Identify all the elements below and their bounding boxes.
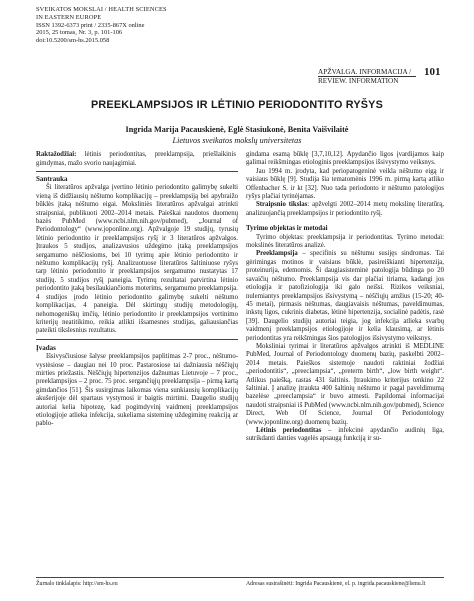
paragraph-aim [246,201,444,218]
preeclampsia-text: – specifinis su nėštumu susijęs sindromas. Tai gėrimingas motinos ir vaisiaus būklė, pasireiškianti hipertenzija, proteinurija, edemomis. Ši daugiasisteminė patologija būdinga po 20 savaičių nėštumo. Preeklampsija vis dar plačiai tiriama, kadangi jos etiologija ir patofiziologija iki galo neišsi. Rizikos veiksniai, nulemiantys preeklampsijos išsivystymą – nėščiųjų amžius (15-20; 40-45 metai), pirmasis nėštumas, daugiavaisis nėštumas, paveldimumas, inkstų ligos, cukrinis diabetas, lėtinė hipertenzija, socialinė padėtis, rasė [39]. Daugelio studijų autoriai teigia, jog infekcija atlieka svarbų vaidmenį preeklampsijos etiologijoje ir kelia klausimą, ar lėtinis periodontitas yra reikšmingas šios patologijos išsivystymo veiksnys. [246,250,444,342]
doi: doi:10.5200/sm-hs.2015.058 [36,37,110,45]
abstract-box [36,171,238,340]
preeclampsia-label: Preeklampsija [256,250,298,258]
journal-name-line1: SVEIKATOS MOKSLAI / HEALTH SCIENCES [36,6,167,13]
paragraph-periodontitis [246,427,444,444]
header-rule [318,76,416,77]
abstract-heading: Santrauka [36,175,68,183]
article-authors: Ingrida Marija Pacauskienė, Eglė Stasiukonė, Benita Vaišvilaitė [125,125,349,134]
page-number: 101 [424,66,441,78]
paragraph-continuation: gindama esamą būklę [3,7,10,12]. Apydančio ligos įvardijamos kaip galimai reikšmingas etiologinis preeklampsijos išsivystymo veiksnys. [246,151,444,167]
paragraph-preeclampsia [246,250,444,342]
methods-heading: Tyrimo objektas ir metodai [246,224,328,233]
abstract-text: Ši literatūros apžvalga įvertino lėtinio periodontito galimybę sukelti vieną iš didžiausių nėštumo komplikacijų – preeklampsiją bei apybraižo būklės įtaką nėštumo eigai. Moksliniės literatūros apžvalgai atrinkti straipsniai, publikuoti 2002–2014 metais. Paieškai naudotos duomenų bazės PubMed (www.ncbi.nlm.nih.gov/pubmed), „Journal of Periodontology“ (www.joponline.org). Apžvalgoje 19 studijų, tyrusių lėtinio periodontito ir preeklampsijos ryšį ir 3 literatūros apžvalgos. Įtraukos 5 studijos, analizavusios uždegimo įtaką preeklampsijos sergamumo nėščiosioms, bei 10 tyrimų apie lėtinio periodontito ir nėštumo komplikacijų ryšį. Analizuotuose literatūros šaltiniuose ryšys tarp lėtinio periodontito ir preeklampsijos sergamumo nustatytas 17 studijų. 5 studijos ryšį paneigia. Tyrimų rezultatai patvirtina lėtinio periodontito įtaką besilaukiančioms moterims, sergamumo preeklampsija. 4 studijos įrodo lėtinio periodontito galimybę sukelti nėštumo komplikacijas, 4 paneigia. Dėl skirtingų studijų metodologijų, nehomogeniškų imčių, lėtinio periodontito ir preeklampsijos vertinimo kriterijų neatitikimo, reikia atlikti išsamesnes studijas, galiausiančias pateikti tikslesnius rezultatus. [36,184,238,335]
section-label-lt: APŽVALGA. INFORMACIJA / [318,68,412,76]
periodontitis-text: – infekcinė apydančio audinių liga, sutrikdanti danties vagelės apsaugą funkciją ir su- [246,427,444,443]
footer-website: Žurnalo tinklalapis: http://sm-hs.eu [36,581,118,587]
issue-info: 2015, 25 tomas, Nr. 3, p. 101-106 [36,29,123,37]
intro-heading: Įvadas [36,343,56,352]
aim-label: Straipsnio tikslas [256,201,308,209]
section-label-en: REVIEW. INFORMATION [318,76,399,85]
footer-rule [36,577,444,578]
paragraph-history: Jau 1994 m. įrodyta, kad periopatogeninė veikla nėštumo eigą ir vaisiaus būklę [9]. Studija šia tematomėnis 1996 m. pirmą kartą atliko Offenbacher S. ir kt [32]. Nuo tada periodonto ir nėštumo patologijos ryšys plačiai tyrinėjamas. [246,167,444,201]
keywords [36,151,236,168]
periodontitis-label: Lėtinis periodontitas [256,427,322,434]
article-title: PREEKLAMPSIJOS IR LĖTINIO PERIODONTITO RYŠYS [91,99,383,111]
intro-text: Išsivysčiusiose šalyse preeklampsijos paplitimas 2-7 proc., nėštumo-vystėsiose – daugiau nei 10 proc. Pastarosiose tai dažniausia nėščiųjų mirties priežastis. Nėščiųjų hipertenzijos dažnumas Lietuvoje – 7 proc., preeklampsijos – 2 proc. 75 proc. sergančiųjų preeklampsija – pirmą kartą gimdančios [51]. Šis susirgimas laikomas viena sunkiausių komplikacijų akušerijoje dėl spartaus vystymosi ir baigtis mirtimi. Daugelio studijų autoriai kelia hipotezę, kad pogimdyvinį vaidmenį preeklampsijos etiologijoje atlieka infekcija, sukeliama sisteminę uždegiminę reakciją ar pablo- [36,353,238,428]
issn: ISSN 1392-6373 print / 2335-867X online [36,21,145,29]
footer-contact: Adresas susirašinėti: Ingrida Pacauskienė, el. p. ingrida.pacauskiene@lsmu.lt [246,581,426,587]
left-column [36,171,238,429]
right-column [246,151,444,444]
article-affiliation: Lietuvos sveikatos mokslų universitetas [172,136,302,145]
keywords-label: Raktažodžiai: [36,151,77,158]
journal-header [36,6,167,45]
keywords-text: lėtinis periodontitas, preeklampsija, priešlaikinis gimdymas, mažo svorio naujagimiai. [36,151,236,167]
journal-name-line2: IN EASTERN EUROPE [36,13,102,21]
aim-text: : apžvelgti 2002–2014 metų mokslinę literatūrą, analizuojančią preeklampsijos ir periodontito ryšį. [246,201,444,217]
paragraph-search: Moksliniai tyrimai ir literatūros apžvalgos atrinkti iš MEDLINE PubMed, Journal of Periodontology duomenų bazių, paskelbti 2002–2014 metais. Paieškos sistemoje naudoti raktiniai žodžiai „periodontitis“, „preeclampsia“, „preterm birth“, „low birth weight“. Atlikus paiešką, rastas 431 šaltinis. Įtraukimo kriterijus tenkino 22 šaltiniai. Į analizę įtraukta 400 šaltinių nėštumo ir pagal paveldimumą bazelėse „preeclampsia“ ir buvo atmesti. Papildomai informacijai naudoti straipsniai iš PubMed (www.ncbi.nlm.nih.gov/pubmed), Science Direct, Web Of Science, Journal Of Periodontology (www.joponline.org) duomenų bazių. [246,342,444,426]
paragraph-methods: Tyrimo objektas: preeklampsija ir periodontitas. Tyrimo metodai: mokslinės literatūros analizė. [246,233,444,250]
